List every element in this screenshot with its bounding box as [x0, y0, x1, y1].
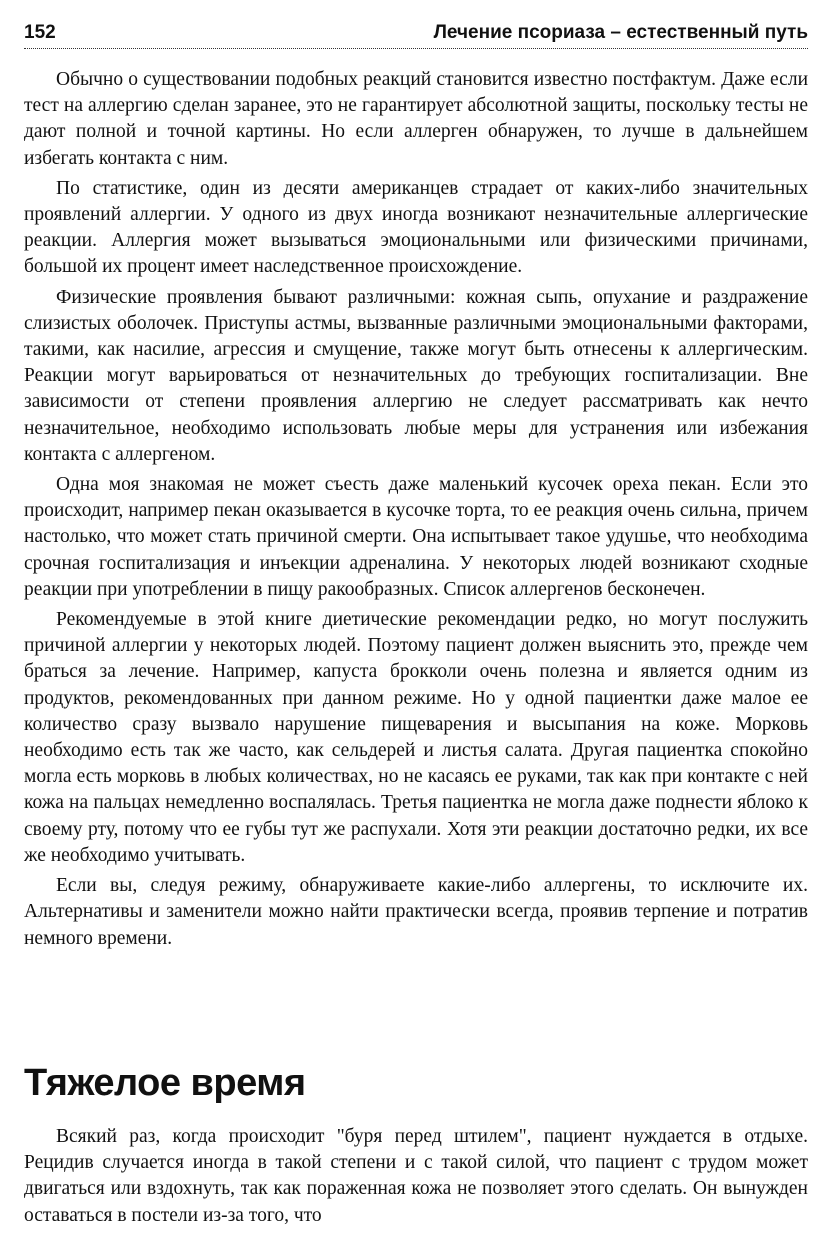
paragraph: Если вы, следуя режиму, обнаруживаете какие-либо аллергены, то исключите их. Альтернативы и заменители можно найти практически всегда, проявив терпение и потратив немного времени.: [24, 875, 808, 949]
page-header: [24, 20, 808, 49]
body-text: [24, 67, 808, 956]
page-number: 152: [24, 22, 56, 43]
section-heading: Тяжелое время: [24, 1062, 306, 1104]
running-title: Лечение псориаза – естественный путь: [433, 22, 808, 43]
paragraph: Обычно о существовании подобных реакций становится известно постфактум. Даже если тест на аллергию сделан заранее, это не гарантирует абсолютной защиты, поскольку тесты не дают полной и точной картины. Но если аллерген обнаружен, то лучше в дальнейшем избегать контакта с ним.: [24, 69, 808, 169]
paragraph: Физические проявления бывают различными: кожная сыпь, опухание и раздражение слизистых оболочек. Приступы астмы, вызванные различными эмоциональными факторами, такими, как насилие, агрессия и смущение, также могут быть отнесены к аллергическим. Реакции могут варьироваться от незначительных до требующих госпитализации. Вне зависимости от степени проявления аллергию не следует рассматривать как нечто незначительное, необходимо использовать любые меры для устранения или избежания контакта с аллергеном.: [24, 286, 808, 465]
section-text: [24, 1124, 808, 1229]
paragraph: Одна моя знакомая не может съесть даже маленький кусочек ореха пекан. Если это происходит, например пекан оказывается в кусочке торта, то ее реакция очень сильна, причем настолько, что может стать причиной смерти. Она испытывает такое удушье, что необходима срочная госпитализация и инъекции адреналина. У некоторых людей возникают сходные реакции при употреблении в пищу ракообразных. Список аллергенов бесконечен.: [24, 474, 808, 600]
paragraph: По статистике, один из десяти американцев страдает от каких-либо значительных проявлений аллергии. У одного из двух иногда возникают незначительные аллергические реакции. Аллергия может вызываться эмоциональными или физическими причинами, большой их процент имеет наследственное происхождение.: [24, 177, 808, 278]
paragraph: Рекомендуемые в этой книге диетические рекомендации редко, но могут послужить причиной аллергии у некоторых людей. Поэтому пациент должен выяснить это, прежде чем браться за лечение. Например, капуста брокколи очень полезна и является одним из продуктов, рекомендованных при данном режиме. Но у одной пациентки даже малое ее количество сразу вызвало нарушение пищеварения и высыпания на коже. Морковь необходимо есть так же часто, как сельдерей и листья салата. Другая пациентка спокойно могла есть морковь в любых количествах, но не касаясь ее руками, так как при контакте с ней кожа на пальцах немедленно воспалялась. Третья пациентка не могла даже поднести яблоко к своему рту, потому что ее губы тут же распухали. Хотя эти реакции достаточно редки, их все же необходимо учитывать.: [24, 609, 808, 866]
paragraph: Всякий раз, когда происходит "буря перед штилем", пациент нуждается в отдыхе. Рецидив случается иногда в такой степени и с такой силой, что пациент с трудом может двигаться или вздохнуть, так как пораженная кожа не позволяет этого сделать. Он вынужден оставаться в постели из-за того, что: [24, 1126, 808, 1226]
